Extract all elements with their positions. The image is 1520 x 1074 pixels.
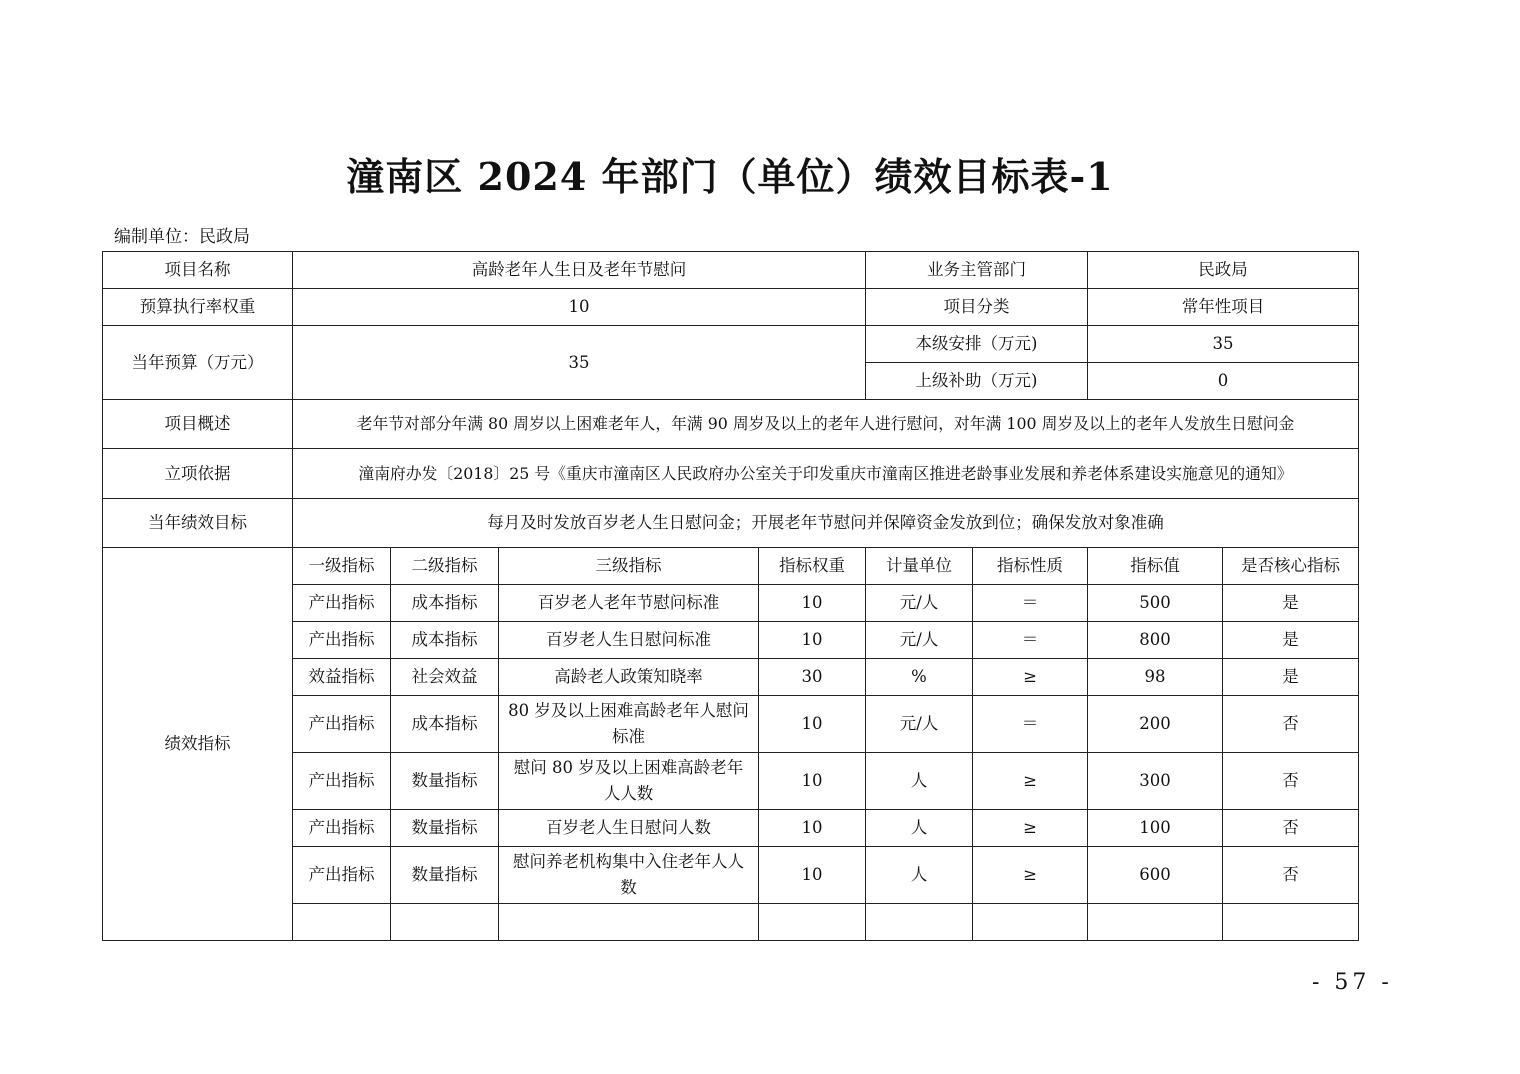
value-cell: 600 [1088,847,1223,904]
core-cell: 否 [1223,810,1359,847]
level1-cell: 产出指标 [293,810,391,847]
unit-cell: 人 [866,753,973,810]
level3-cell: 慰问养老机构集中入住老年人人数 [499,847,759,904]
category-label: 项目分类 [866,289,1088,326]
core-cell: 否 [1223,753,1359,810]
header-nature: 指标性质 [973,548,1088,585]
header-weight: 指标权重 [759,548,866,585]
level1-cell: 产出指标 [293,696,391,753]
value-cell: 300 [1088,753,1223,810]
level1-cell: 产出指标 [293,585,391,622]
row-overview [103,400,1359,449]
level2-cell: 社会效益 [391,659,499,696]
project-name-label: 项目名称 [103,252,293,289]
level2-cell: 成本指标 [391,696,499,753]
core-cell: 是 [1223,622,1359,659]
value-cell: 100 [1088,810,1223,847]
header-value: 指标值 [1088,548,1223,585]
unit-cell: 元/人 [866,622,973,659]
weight-cell: 10 [759,810,866,847]
row-project-name [103,252,1359,289]
weight-cell: 10 [759,696,866,753]
page-number: - 57 - [1312,970,1393,995]
level3-cell: 80 岁及以上困难高龄老年人慰问标准 [499,696,759,753]
level3-cell: 百岁老人生日慰问人数 [499,810,759,847]
row-weight [103,289,1359,326]
level2-cell: 数量指标 [391,810,499,847]
level2-cell: 数量指标 [391,753,499,810]
weight-cell: 30 [759,659,866,696]
level1-cell: 效益指标 [293,659,391,696]
header-level1: 一级指标 [293,548,391,585]
level2-cell: 成本指标 [391,622,499,659]
header-core: 是否核心指标 [1223,548,1359,585]
upper-label: 上级补助（万元) [866,363,1088,400]
goal-label: 当年绩效目标 [103,499,293,548]
core-cell: 否 [1223,847,1359,904]
budget-label: 当年预算（万元） [103,326,293,400]
unit-cell: 人 [866,847,973,904]
local-label: 本级安排（万元) [866,326,1088,363]
row-budget [103,326,1359,363]
budget-value: 35 [293,326,866,400]
level1-cell: 产出指标 [293,753,391,810]
basis-value: 潼南府办发〔2018〕25 号《重庆市潼南区人民政府办公室关于印发重庆市潼南区推进老龄事业发展和养老体系建设实施意见的通知》 [293,449,1359,499]
project-name-value: 高龄老年人生日及老年节慰问 [293,252,866,289]
level3-cell: 高龄老人政策知晓率 [499,659,759,696]
core-cell: 否 [1223,696,1359,753]
upper-value: 0 [1088,363,1359,400]
weight-cell: 10 [759,753,866,810]
nature-cell: ≥ [973,753,1088,810]
indicator-section-label: 绩效指标 [103,548,293,941]
value-cell: 98 [1088,659,1223,696]
row-goal [103,499,1359,548]
nature-cell: ≥ [973,847,1088,904]
level2-cell: 数量指标 [391,847,499,904]
unit-cell: 人 [866,810,973,847]
level3-cell: 百岁老人生日慰问标准 [499,622,759,659]
performance-target-table [102,251,1359,941]
row-basis [103,449,1359,499]
weight-cell: 10 [759,622,866,659]
nature-cell: ≥ [973,810,1088,847]
dept-label: 业务主管部门 [866,252,1088,289]
weight-cell: 10 [759,585,866,622]
dept-value: 民政局 [1088,252,1359,289]
header-unit: 计量单位 [866,548,973,585]
compiling-unit: 编制单位：民政局 [114,227,250,247]
header-level2: 二级指标 [391,548,499,585]
header-level3: 三级指标 [499,548,759,585]
overview-value: 老年节对部分年满 80 周岁以上困难老年人，年满 90 周岁及以上的老年人进行慰问，对年满 100 周岁及以上的老年人发放生日慰问金 [293,400,1359,449]
level3-cell: 慰问 80 岁及以上困难高龄老年人人数 [499,753,759,810]
unit-cell: 元/人 [866,696,973,753]
nature-cell: ＝ [973,622,1088,659]
level1-cell: 产出指标 [293,847,391,904]
weight-cell: 10 [759,847,866,904]
nature-cell: ＝ [973,585,1088,622]
goal-value: 每月及时发放百岁老人生日慰问金；开展老年节慰问并保障资金发放到位；确保发放对象准确 [293,499,1359,548]
nature-cell: ≥ [973,659,1088,696]
basis-label: 立项依据 [103,449,293,499]
weight-label: 预算执行率权重 [103,289,293,326]
page-title: 潼南区 2024 年部门（单位）绩效目标表-1 [346,154,1114,199]
nature-cell: ＝ [973,696,1088,753]
unit-cell: % [866,659,973,696]
overview-label: 项目概述 [103,400,293,449]
level2-cell: 成本指标 [391,585,499,622]
local-value: 35 [1088,326,1359,363]
level3-cell: 百岁老人老年节慰问标准 [499,585,759,622]
unit-cell: 元/人 [866,585,973,622]
value-cell: 800 [1088,622,1223,659]
indicator-header-row [103,548,1359,585]
core-cell: 是 [1223,585,1359,622]
value-cell: 200 [1088,696,1223,753]
weight-value: 10 [293,289,866,326]
level1-cell: 产出指标 [293,622,391,659]
core-cell: 是 [1223,659,1359,696]
category-value: 常年性项目 [1088,289,1359,326]
value-cell: 500 [1088,585,1223,622]
